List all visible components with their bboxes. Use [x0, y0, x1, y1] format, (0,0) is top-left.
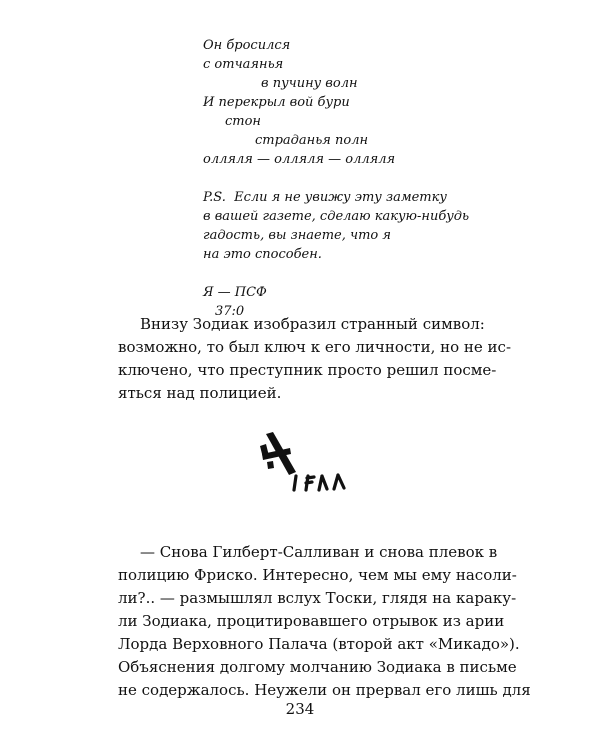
paragraph-line: возможно, то был ключ к его личности, но не ис- [118, 338, 512, 356]
poem-line: стон [225, 114, 261, 129]
postscript-line: гадость, вы знаете, что я [203, 228, 391, 243]
page-number: 234 [285, 700, 315, 718]
paragraph-line: ли Зодиака, процитировавшего отрывок из арии [118, 612, 505, 630]
signature-name: Я — ПСФ [203, 285, 267, 300]
poem-line: в пучину волн [261, 76, 358, 91]
paragraph-line: Объяснения долгому молчанию Зодиака в письме [118, 658, 517, 676]
postscript-line: в вашей газете, сделаю какую-нибудь [203, 209, 470, 224]
paragraph-line: ли?.. — размышлял вслух Тоски, глядя на карaку- [118, 589, 517, 607]
paragraph-line: Лорда Верховного Палача (второй акт «Микадо»). [118, 635, 520, 653]
paragraph-line: не содержалось. Неужели он прервал его лишь для [118, 681, 531, 699]
paragraph-line: яться над полицией. [118, 384, 282, 402]
poem-line: олляля — олляля — олляля [203, 152, 396, 167]
poem-line: страданья полн [255, 133, 369, 148]
poem-block [203, 36, 469, 321]
paragraph-1 [118, 313, 512, 405]
postscript-line: P.S. Если я не увижу эту заметку [203, 190, 447, 205]
paragraph-line: Внизу Зодиак изобразил странный символ: [140, 315, 485, 333]
postscript-line: на это способен. [203, 247, 322, 262]
signature-score: 37:0 [215, 304, 245, 319]
paragraph-2 [118, 541, 531, 702]
poem-line: Он бросился [203, 38, 291, 53]
paragraph-line: полицию Фриско. Интересно, чем мы ему насоли- [118, 566, 517, 584]
paragraph-line: — Снова Гилберт-Салливан и снова плевок в [140, 543, 498, 561]
poem-line: И перекрыл вой бури [203, 95, 350, 110]
zodiac-cipher-symbol-icon [250, 428, 360, 498]
poem-line: с отчаянья [203, 57, 284, 72]
paragraph-line: ключено, что преступник просто решил посме- [118, 361, 497, 379]
